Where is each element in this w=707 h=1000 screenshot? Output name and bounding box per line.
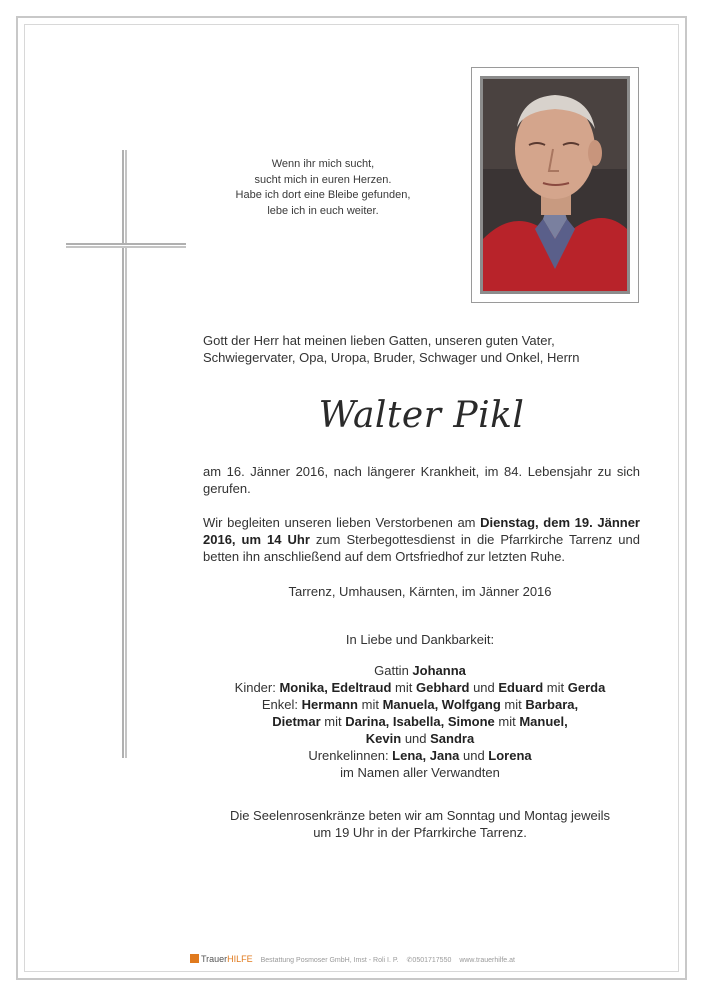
funeral-pre: Wir begleiten unseren lieben Verstorbenen am [203, 515, 481, 530]
portrait-frame [471, 67, 639, 303]
family-line-grandchildren: Enkel: Hermann mit Manuela, Wolfgang mit Barbara, [261, 697, 579, 712]
deceased-name: Walter Pikl [318, 395, 525, 436]
brand-logo: TrauerHILFE [200, 954, 253, 964]
portrait-image [483, 79, 627, 291]
family-line-grandchildren-2: Dietmar mit Darina, Isabella, Simone mit Manuel, [272, 714, 568, 729]
rosary-line: Die Seelenrosenkränze beten wir am Sonntag und Montag jeweils [229, 808, 611, 823]
footer-company: Bestattung Posmoser GmbH, Imst - Roli I. P. [260, 957, 399, 964]
funeral-date: Dienstag, dem 19. Jänner 2016, um 14 Uhr [203, 515, 640, 547]
family-line-relatives: im Namen aller Verwandten [340, 765, 500, 780]
family-line-children: Kinder: Monika, Edeltraud mit Gebhard und Eduard mit Gerda [234, 680, 606, 695]
footer-phone: 0501717550 [412, 957, 452, 964]
intro-text: Gott der Herr hat meinen lieben Gatten, unseren guten Vater, Schwiegervater, Opa, Uropa, Bruder, Schwager und Onkel, Herrn [203, 333, 580, 365]
place-and-date: Tarrenz, Umhausen, Kärnten, im Jänner 2016 [288, 584, 552, 599]
family-line-grandchildren-3: Kevin und Sandra [365, 731, 475, 746]
cross-icon-vertical [122, 150, 127, 758]
poem-line: lebe ich in euch weiter. [267, 204, 379, 217]
family-line-great-grandchildren: Urenkelinnen: Lena, Jana und Lorena [308, 748, 532, 763]
family-line-wife: Gattin Johanna [374, 663, 466, 678]
rosary-line: um 19 Uhr in der Pfarrkirche Tarrenz. [313, 825, 527, 840]
funeral-post: zum Sterbegottesdienst in die Pfarrkirche Tarrenz und betten ihn anschließend auf dem Ortsfriedhof zur letzten Ruhe. [203, 532, 640, 564]
poem-line: Wenn ihr mich sucht, [271, 158, 375, 170]
cross-icon-horizontal [66, 243, 186, 248]
memorial-poem [228, 157, 418, 219]
poem-line: Habe ich dort eine Bleibe gefunden, [235, 189, 411, 201]
family-list [180, 662, 660, 781]
love-line: In Liebe und Dankbarkeit: [345, 632, 495, 647]
poem-line: sucht mich in euren Herzen. [254, 173, 392, 186]
phone-icon: ✆ [406, 957, 413, 964]
portrait-photo [480, 76, 630, 294]
death-notice: am 16. Jänner 2016, nach längerer Krankheit, im 84. Lebensjahr zu sich gerufen. [203, 464, 640, 496]
funeral-notice [203, 514, 640, 565]
rosary-notice [180, 807, 660, 841]
trauerhilfe-logo-icon [190, 954, 199, 963]
footer [190, 954, 520, 966]
footer-web[interactable]: www.trauerhilfe.at [459, 957, 515, 964]
